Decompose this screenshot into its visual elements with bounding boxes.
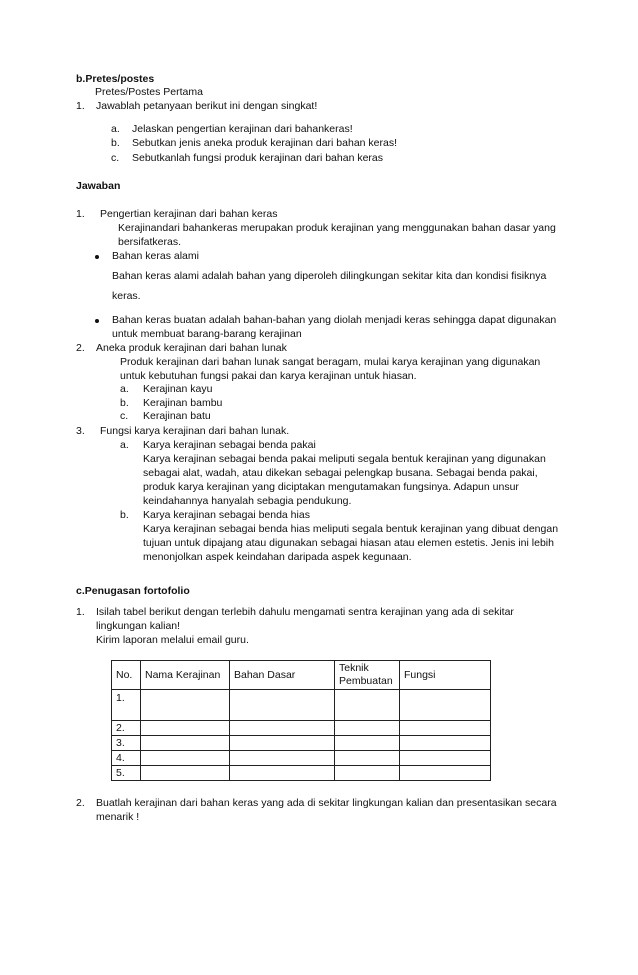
section-b-heading: b.Pretes/postes	[76, 73, 155, 85]
table-cell	[141, 690, 230, 721]
task-2-line: menarik !	[96, 811, 140, 823]
row-number: 1.	[112, 690, 141, 721]
answer-1-number: 1.	[76, 208, 85, 220]
table-cell	[230, 736, 335, 751]
table-row	[112, 766, 491, 781]
question-item-text: Jelaskan pengertian kerajinan dari bahankeras!	[132, 123, 353, 135]
answer-3b-line: tujuan untuk dipajang atau digunakan sebagai hiasan atau elemen estetis. Jenis ini lebih	[143, 537, 554, 549]
table-cell	[400, 736, 491, 751]
answer-2-item-letter: c.	[120, 410, 129, 422]
table-cell	[335, 736, 400, 751]
bullet-1-title: Bahan keras alami	[112, 250, 199, 262]
answer-3b-line: menonjolkan aspek keindahan daripada aspek kegunaan.	[143, 551, 412, 563]
answer-1-title: Pengertian kerajinan dari bahan keras	[100, 208, 278, 220]
question-item-text: Sebutkanlah fungsi produk kerajinan dari bahan keras	[132, 152, 384, 164]
question-item-letter: a.	[111, 123, 120, 135]
header-fungsi: Fungsi	[400, 661, 491, 690]
bullet-icon	[95, 255, 99, 259]
portfolio-table	[111, 660, 491, 781]
answer-2-item-letter: a.	[120, 383, 129, 395]
header-bahan-dasar: Bahan Dasar	[230, 661, 335, 690]
table-cell	[400, 766, 491, 781]
table-cell	[230, 690, 335, 721]
row-number: 5.	[112, 766, 141, 781]
table-row	[112, 751, 491, 766]
table-header-row	[112, 661, 491, 690]
task-1-number: 1.	[76, 606, 85, 618]
task-2-line: Buatlah kerajinan dari bahan keras yang ada di sekitar lingkungan kalian dan presentasikan secara	[96, 797, 557, 809]
table-cell	[335, 690, 400, 721]
answer-3a-line: produk karya kerajinan yang diciptakan mengutamakan fungsinya. Adapun unsur	[143, 481, 519, 493]
table-cell	[230, 721, 335, 736]
bullet-2-line: untuk membuat barang-barang kerajinan	[112, 328, 302, 340]
table-cell	[141, 766, 230, 781]
task-2-number: 2.	[76, 797, 85, 809]
answer-2-number: 2.	[76, 342, 85, 354]
table-cell	[141, 736, 230, 751]
answer-2-item-text: Kerajinan bambu	[143, 397, 223, 409]
header-pembuatan-line: Pembuatan	[339, 675, 393, 687]
header-teknik-pembuatan	[335, 661, 400, 690]
table-cell	[335, 721, 400, 736]
task-1-line: Kirim laporan melalui email guru.	[96, 634, 249, 646]
table-cell	[230, 766, 335, 781]
table-cell	[141, 721, 230, 736]
answer-2-item-letter: b.	[120, 397, 129, 409]
table-row	[112, 736, 491, 751]
task-1-line: lingkungan kalian!	[96, 620, 181, 632]
answer-3a-line: keindahannya hanyalah sebagia pendukung.	[143, 495, 352, 507]
section-b-subheading: Pretes/Postes Pertama	[95, 86, 203, 98]
header-teknik-line: Teknik	[339, 662, 369, 674]
table-cell	[400, 721, 491, 736]
bullet-1-line: Bahan keras alami adalah bahan yang diperoleh dilingkungan sekitar kita dan kondisi fisiknya	[112, 270, 547, 282]
bullet-2-line: Bahan keras buatan adalah bahan-bahan yang diolah menjadi keras sehingga dapat digunakan	[112, 314, 557, 326]
answer-2-line: Produk kerajinan dari bahan lunak sangat beragam, mulai karya kerajinan yang digunakan	[120, 356, 541, 368]
table-cell	[335, 766, 400, 781]
answer-3b-letter: b.	[120, 509, 129, 521]
answer-2-line: untuk kebutuhan fungsi pakai dan karya kerajinan untuk hiasan.	[120, 370, 417, 382]
answer-2-item-text: Kerajinan kayu	[143, 383, 213, 395]
question-1-text: Jawablah petanyaan berikut ini dengan singkat!	[96, 100, 318, 112]
row-number: 3.	[112, 736, 141, 751]
table-cell	[230, 751, 335, 766]
question-item-text: Sebutkan jenis aneka produk kerajinan dari bahan keras!	[132, 137, 398, 149]
answer-3a-line: Karya kerajinan sebagai benda pakai meliputi segala bentuk kerajinan yang digunakan	[143, 453, 546, 465]
row-number: 4.	[112, 751, 141, 766]
table-cell	[400, 690, 491, 721]
table-row	[112, 690, 491, 721]
bullet-icon	[95, 319, 99, 323]
task-1-line: Isilah tabel berikut dengan terlebih dahulu mengamati sentra kerajinan yang ada di sekitar	[96, 606, 514, 618]
question-item-letter: c.	[111, 152, 120, 164]
jawaban-heading: Jawaban	[76, 180, 121, 192]
answer-3a-line: sebagai alat, wadah, atau dikekan sebagai pelengkap busana. Sebagai benda pakai,	[143, 467, 538, 479]
section-c-heading: c.Penugasan fortofolio	[76, 585, 190, 597]
answer-3-number: 3.	[76, 425, 85, 437]
answer-3b-title: Karya kerajinan sebagai benda hias	[143, 509, 310, 521]
answer-3b-line: Karya kerajinan sebagai benda hias meliputi segala bentuk kerajinan yang dibuat dengan	[143, 523, 559, 535]
header-no: No.	[112, 661, 141, 690]
answer-2-item-text: Kerajinan batu	[143, 410, 211, 422]
row-number: 2.	[112, 721, 141, 736]
bullet-1-line: keras.	[112, 290, 141, 302]
table-cell	[335, 751, 400, 766]
header-nama-kerajinan: Nama Kerajinan	[141, 661, 230, 690]
question-item-letter: b.	[111, 137, 120, 149]
answer-3a-letter: a.	[120, 439, 129, 451]
answer-2-title: Aneka produk kerajinan dari bahan lunak	[96, 342, 287, 354]
table-cell	[141, 751, 230, 766]
question-1-number: 1.	[76, 100, 85, 112]
answer-3a-title: Karya kerajinan sebagai benda pakai	[143, 439, 316, 451]
table-cell	[400, 751, 491, 766]
table-row	[112, 721, 491, 736]
answer-3-title: Fungsi karya kerajinan dari bahan lunak.	[100, 425, 290, 437]
answer-1-paragraph-line: Kerajinandari bahankeras merupakan produk kerajinan yang menggunakan bahan dasar yang	[118, 222, 556, 234]
answer-1-paragraph-line: bersifatkeras.	[118, 236, 182, 248]
